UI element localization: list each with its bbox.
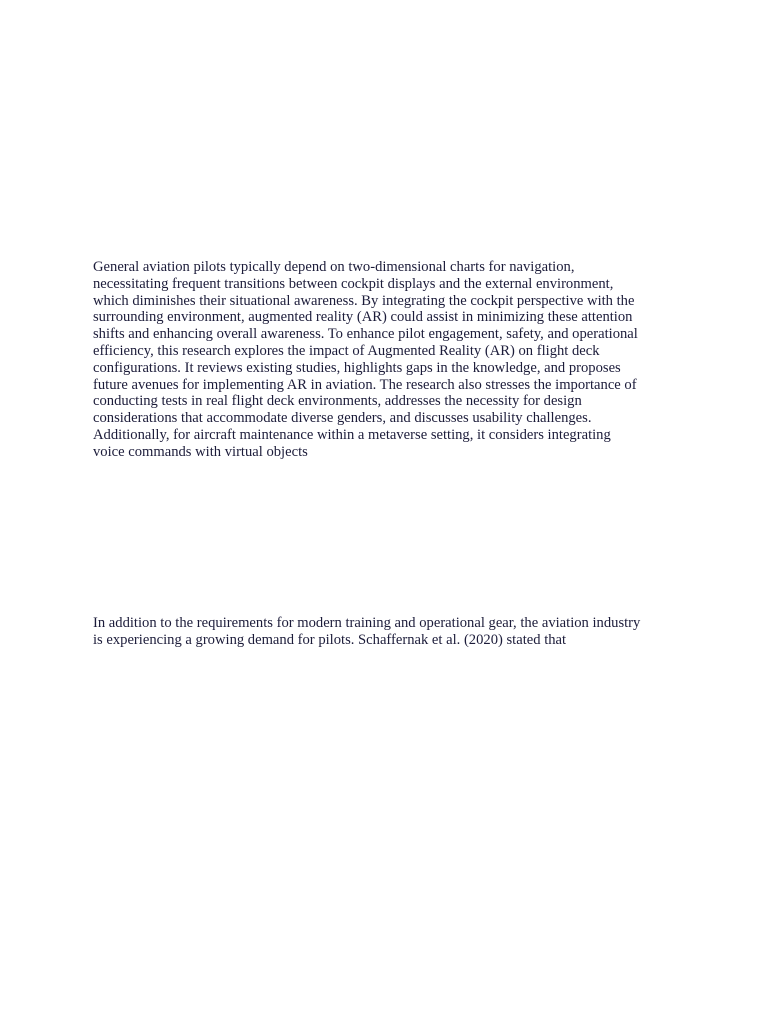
paragraph-line: is experiencing a growing demand for pilots. Schaffernak et al. (2020) stated that bbox=[93, 631, 567, 648]
body-paragraph bbox=[93, 615, 683, 649]
paragraph-line: considerations that accommodate diverse genders, and discusses usability challenges. bbox=[93, 410, 592, 427]
paragraph-line: surrounding environment, augmented reality (AR) could assist in minimizing these attention bbox=[93, 309, 633, 326]
abstract-paragraph bbox=[93, 259, 683, 461]
paragraph-line: shifts and enhancing overall awareness. To enhance pilot engagement, safety, and operational bbox=[93, 326, 638, 343]
paragraph-line: General aviation pilots typically depend on two-dimensional charts for navigation, bbox=[93, 259, 575, 275]
paragraph-line: which diminishes their situational awareness. By integrating the cockpit perspective with the bbox=[93, 292, 635, 309]
paragraph-line: In addition to the requirements for modern training and operational gear, the aviation industry bbox=[93, 615, 641, 631]
paragraph-line: efficiency, this research explores the impact of Augmented Reality (AR) on flight deck bbox=[93, 342, 600, 359]
paragraph-line: conducting tests in real flight deck environments, addresses the necessity for design bbox=[93, 393, 582, 410]
paragraph-line: future avenues for implementing AR in aviation. The research also stresses the importance of bbox=[93, 376, 637, 393]
paragraph-line: necessitating frequent transitions between cockpit displays and the external environment, bbox=[93, 275, 614, 292]
paragraph-line: voice commands with virtual objects bbox=[93, 443, 308, 460]
paragraph-line: configurations. It reviews existing studies, highlights gaps in the knowledge, and proposes bbox=[93, 359, 621, 376]
paragraph-line: Additionally, for aircraft maintenance within a metaverse setting, it considers integrating bbox=[93, 426, 611, 443]
